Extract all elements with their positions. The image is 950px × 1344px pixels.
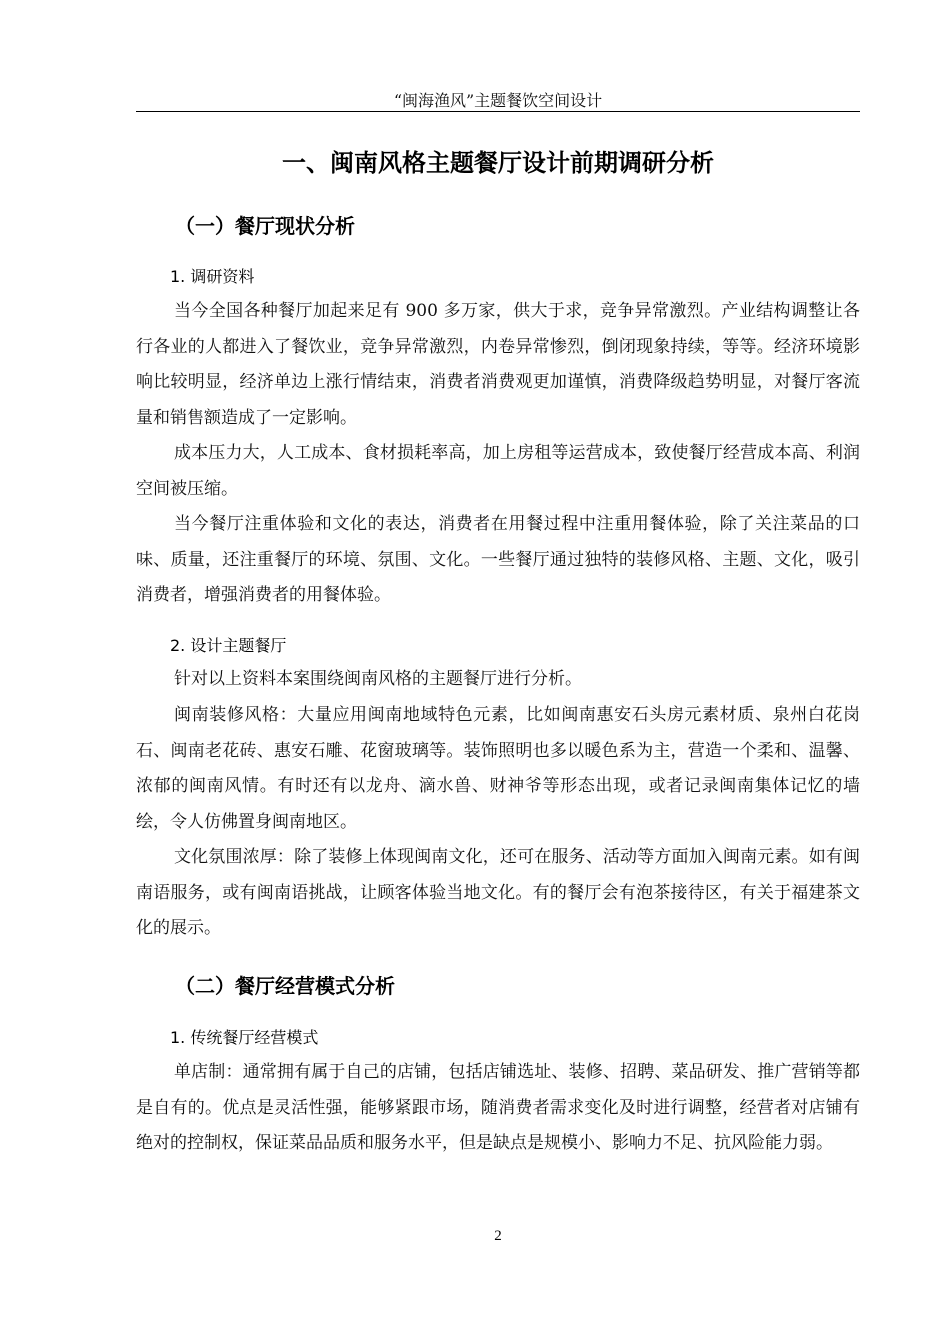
subsection-title-traditional-model: 1. 传统餐厅经营模式 [170,1028,319,1047]
paragraph: 针对以上资料本案围绕闽南风格的主题餐厅进行分析。 [174,669,582,689]
header-rule [136,111,860,112]
section-title-business-model: （二）餐厅经营模式分析 [175,974,395,998]
paragraph: 闽南装修风格：大量应用闽南地域特色元素，比如闽南惠安石头房元素材质、泉州白花岗石、闽南老花砖、惠安石雕、花窗玻璃等。装饰照明也多以暖色系为主，营造一个柔和、温馨、浓郁的闽南风情。有时还有以龙舟、滴水兽、财神爷等形态出现，或者记录闽南集体记忆的墙绘，令人仿佛置身闽南地区。 [136,705,860,832]
section-title-current-status: （一）餐厅现状分析 [175,214,355,238]
paragraph: 文化氛围浓厚：除了装修上体现闽南文化，还可在服务、活动等方面加入闽南元素。如有闽南语服务，或有闽南语挑战，让顾客体验当地文化。有的餐厅会有泡茶接待区，有关于福建茶文化的展示。 [136,847,860,938]
paragraph: 单店制：通常拥有属于自己的店铺，包括店铺选址、装修、招聘、菜品研发、推广营销等都是自有的。优点是灵活性强，能够紧跟市场，随消费者需求变化及时进行调整，经营者对店铺有绝对的控制权，保证菜品品质和服务水平，但是缺点是规模小、影响力不足、抗风险能力弱。 [136,1062,860,1153]
chapter-title: 一、闽南风格主题餐厅设计前期调研分析 [282,149,714,177]
subsection-title-research: 1. 调研资料 [170,267,255,286]
running-header: “闽海渔风”主题餐饮空间设计 [393,91,603,110]
paragraph: 当今全国各种餐厅加起来足有 900 多万家，供大于求，竞争异常激烈。产业结构调整让各行各业的人都进入了餐饮业，竞争异常激烈，内卷异常惨烈，倒闭现象持续，等等。经济环境影响比较明显，经济单边上涨行情结束，消费者消费观更加谨慎，消费降级趋势明显，对餐厅客流量和销售额造成了一定影响。 [136,301,860,428]
subsection-title-theme-restaurant: 2. 设计主题餐厅 [170,636,287,655]
page-number: 2 [494,1228,502,1244]
paragraph: 成本压力大，人工成本、食材损耗率高，加上房租等运营成本，致使餐厅经营成本高、利润空间被压缩。 [136,443,860,499]
paragraph: 当今餐厅注重体验和文化的表达，消费者在用餐过程中注重用餐体验，除了关注菜品的口味、质量，还注重餐厅的环境、氛围、文化。一些餐厅通过独特的装修风格、主题、文化，吸引消费者，增强消费者的用餐体验。 [136,514,860,605]
